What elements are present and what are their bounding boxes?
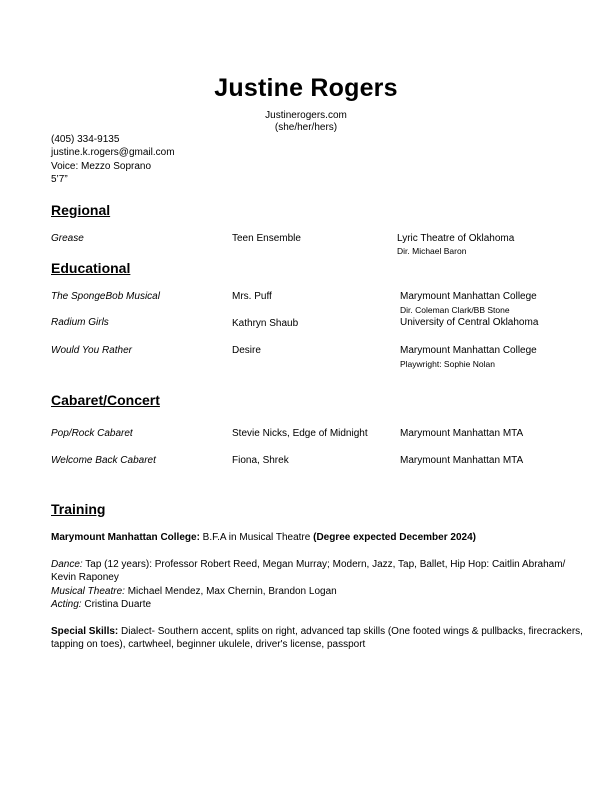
credit-show: Pop/Rock Cabaret	[51, 428, 133, 439]
acting-text: Cristina Duarte	[81, 599, 152, 610]
height: 5’7”	[51, 174, 68, 186]
musical-theatre-text: Michael Mendez, Max Chernin, Brandon Logan	[124, 586, 337, 597]
section-title-educational: Educational	[51, 260, 131, 276]
credit-venue: Marymount Manhattan College	[400, 345, 537, 356]
credit-note: Dir. Michael Baron	[397, 246, 467, 256]
credit-role: Teen Ensemble	[232, 233, 301, 244]
voice-type: Voice: Mezzo Soprano	[51, 160, 152, 172]
credit-venue: Marymount Manhattan MTA	[400, 455, 524, 466]
credit-role: Kathryn Shaub	[232, 318, 299, 329]
section-title-training: Training	[51, 501, 106, 517]
credit-show: The SpongeBob Musical	[51, 291, 160, 302]
credit-role: Stevie Nicks, Edge of Midnight	[232, 428, 368, 439]
dance-text: Tap (12 years): Professor Robert Reed, Megan Murray; Modern, Jazz, Tap, Ballet, Hip Hop: Caitlin Abraham/ Kevin Raponey	[51, 559, 566, 584]
skills-label: Special Skills:	[51, 626, 119, 637]
pronouns: (she/her/hers)	[274, 122, 338, 133]
section-title-regional: Regional	[51, 202, 111, 218]
musical-theatre-label: Musical Theatre:	[51, 586, 125, 597]
training-dance	[51, 558, 591, 585]
school-expected: (Degree expected December 2024)	[313, 532, 476, 543]
skills-text: Dialect- Southern accent, splits on right, advanced tap skills (One footed wings & pullbacks, firecrackers, tapping on toes), cartwheel, beginner ukulele, driver's license, passport	[51, 626, 583, 651]
credit-venue: Lyric Theatre of Oklahoma	[397, 233, 515, 244]
credit-role: Desire	[232, 345, 261, 356]
credit-venue: Marymount Manhattan MTA	[400, 428, 524, 439]
training-musical-theatre	[51, 585, 591, 598]
special-skills	[51, 625, 591, 652]
training-school	[51, 531, 591, 544]
dance-label: Dance:	[51, 559, 83, 570]
training-acting	[51, 598, 591, 611]
school-degree: B.F.A in Musical Theatre	[199, 532, 314, 543]
credit-note: Playwright: Sophie Nolan	[400, 359, 495, 369]
credit-show: Welcome Back Cabaret	[51, 455, 156, 466]
phone-number: (405) 334-9135	[51, 134, 120, 145]
credit-role: Fiona, Shrek	[232, 455, 289, 466]
acting-label: Acting:	[51, 599, 82, 610]
credit-role: Mrs. Puff	[232, 291, 272, 302]
credit-venue: Marymount Manhattan College	[400, 291, 537, 302]
credit-note: Dir. Coleman Clark/BB Stone	[400, 305, 510, 315]
credit-show: Grease	[51, 233, 84, 244]
section-title-cabaret: Cabaret/Concert	[51, 392, 160, 408]
email-address: justine.k.rogers@gmail.com	[51, 147, 175, 159]
school-label: Marymount Manhattan College:	[51, 532, 200, 543]
credit-show: Would You Rather	[51, 345, 132, 356]
credit-venue: University of Central Oklahoma	[400, 317, 539, 328]
website: Justinerogers.com	[265, 110, 347, 121]
credit-show: Radium Girls	[51, 317, 109, 328]
contact-block	[51, 133, 175, 187]
performer-name: Justine Rogers	[214, 74, 398, 102]
